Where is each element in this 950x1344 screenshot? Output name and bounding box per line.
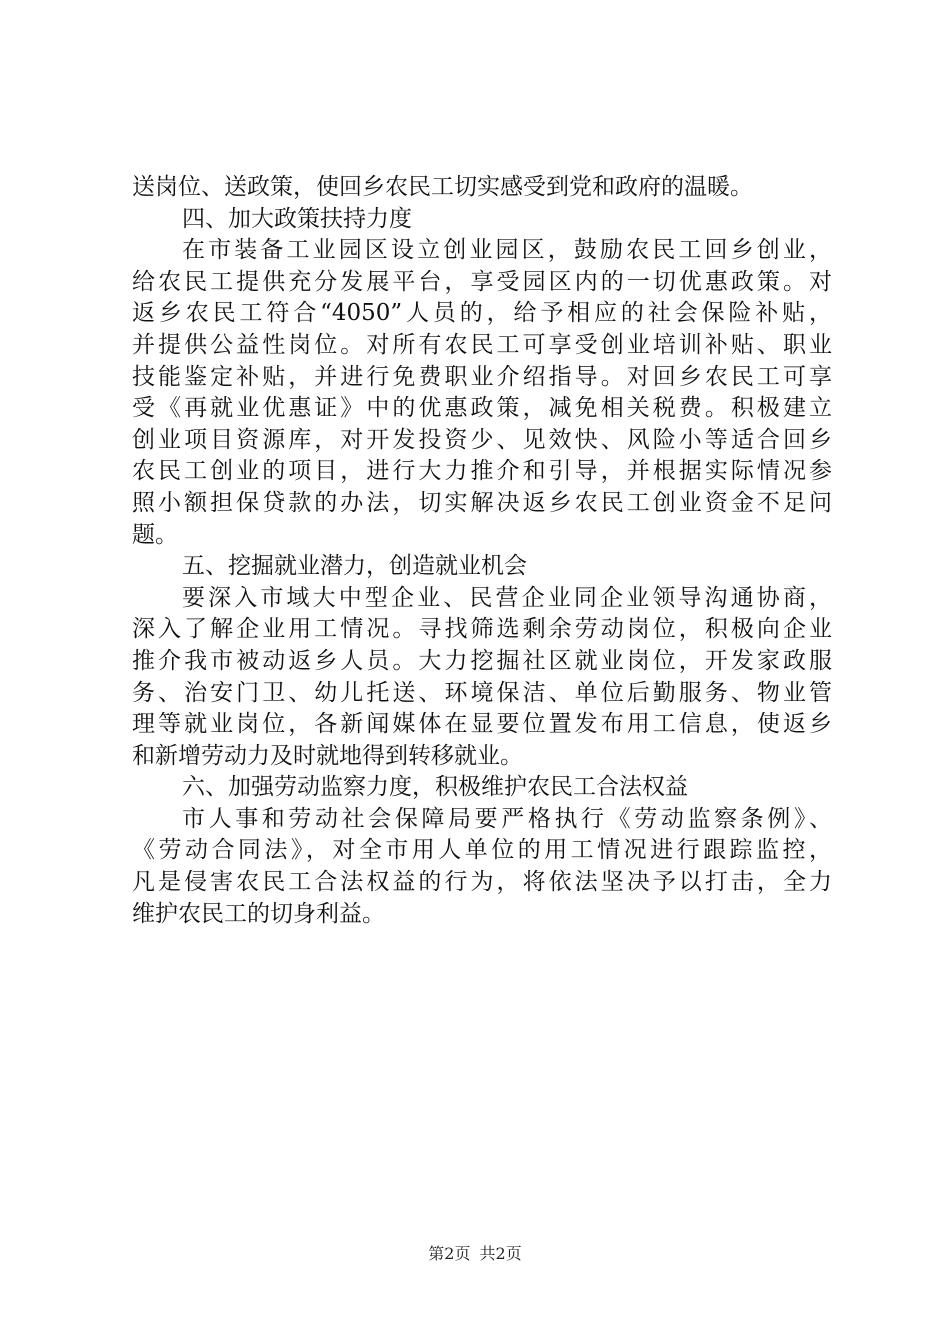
paragraph-line: 受《再就业优惠证》中的优惠政策，减免相关税费。积极建立 (132, 395, 832, 422)
paragraph-line: 给农民工提供充分发展平台，享受园区内的一切优惠政策。对 (132, 268, 832, 295)
paragraph-line: 推介我市被动返乡人员。大力挖掘社区就业岗位，开发家政服 (132, 647, 832, 674)
page-footer (0, 1244, 950, 1264)
paragraph-line: 照小额担保贷款的办法，切实解决返乡农民工创业资金不足问 (132, 489, 832, 516)
paragraph-line: 凡是侵害农民工合法权益的行为，将依法坚决予以打击，全力 (132, 869, 832, 896)
paragraph-line: 在市装备工业园区设立创业园区，鼓励农民工回乡创业， (182, 237, 832, 264)
paragraph-line: 创业项目资源库，对开发投资少、见效快、风险小等适合回乡 (132, 426, 832, 453)
paragraph-line: 送岗位、送政策，使回乡农民工切实感受到党和政府的温暖。 (132, 174, 753, 200)
paragraph-line: 要深入市域大中型企业、民营企业同企业领导沟通协商， (182, 584, 832, 611)
document-body (132, 172, 832, 930)
paragraph-line: 维护农民工的切身利益。 (132, 900, 385, 927)
page-number: 第2页 (428, 1244, 471, 1263)
paragraph-line: 《劳动合同法》，对全市用人单位的用工情况进行跟踪监控， (132, 837, 832, 864)
paragraph-line: 题。 (132, 521, 178, 548)
paragraph-line: 并提供公益性岗位。对所有农民工可享受创业培训补贴、职业 (132, 331, 832, 358)
section-heading: 五、挖掘就业潜力，创造就业机会 (182, 553, 527, 580)
section-heading: 四、加大政策扶持力度 (182, 205, 412, 232)
paragraph-line: 理等就业岗位，各新闻媒体在显要位置发布用工信息，使返乡 (132, 711, 832, 738)
paragraph-line: 深入了解企业用工情况。寻找筛选剩余劳动岗位，积极向企业 (132, 616, 832, 643)
paragraph-line: 务、治安门卫、幼儿托送、环境保洁、单位后勤服务、物业管 (132, 679, 832, 706)
paragraph-line: 和新增劳动力及时就地得到转移就业。 (132, 742, 523, 769)
paragraph-line: 技能鉴定补贴，并进行免费职业介绍指导。对回乡农民工可享 (132, 363, 832, 390)
paragraph-line: 返乡农民工符合“4050”人员的，给予相应的社会保险补贴， (132, 300, 832, 327)
paragraph-line: 市人事和劳动社会保障局要严格执行《劳动监察条例》、 (182, 805, 832, 832)
page-total: 共2页 (479, 1244, 522, 1263)
paragraph-line: 农民工创业的项目，进行大力推介和引导，并根据实际情况参 (132, 458, 832, 485)
section-heading: 六、加强劳动监察力度，积极维护农民工合法权益 (182, 774, 688, 801)
